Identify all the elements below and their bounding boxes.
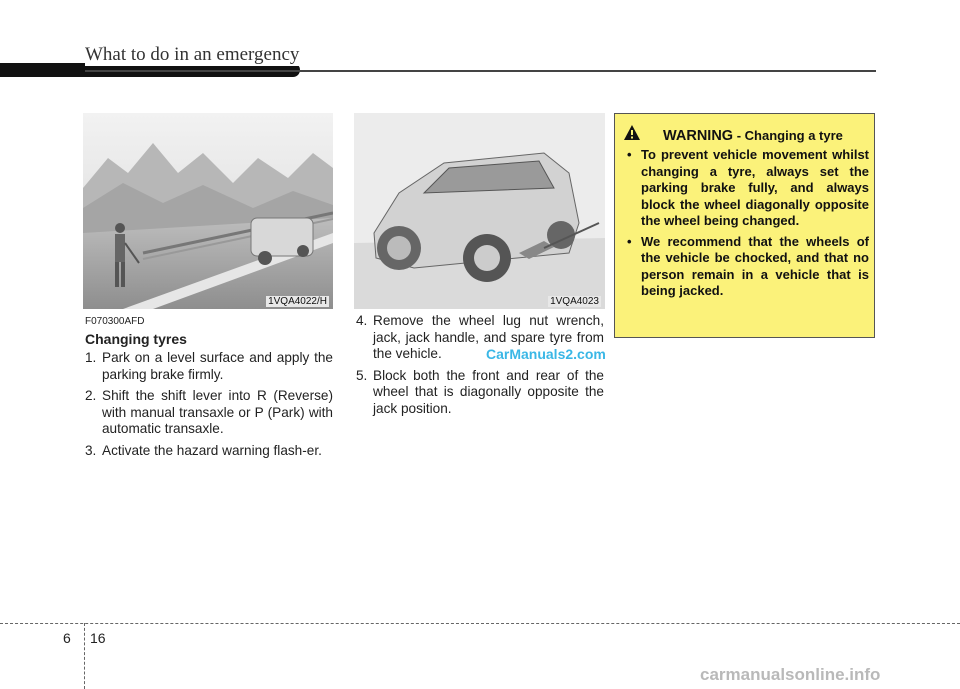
figure-car-jack <box>354 113 605 309</box>
watermark-carmanuals2: CarManuals2.com <box>486 346 606 362</box>
list-item: 5. Block both the front and rear of the wheel that is diagonally opposite the jack position. <box>356 367 604 416</box>
figure-caption-right: 1VQA4023 <box>550 296 599 307</box>
footer-divider <box>84 623 85 689</box>
header-rule <box>85 70 876 72</box>
car-jack-illustration <box>354 113 605 309</box>
page-number: 16 <box>90 630 106 646</box>
list-item: 4. Remove the wheel lug nut wrench, jack, jack handle, and spare tyre from the vehicle. <box>356 313 604 361</box>
section-ref-code: F070300AFD <box>85 316 145 327</box>
warning-list <box>625 147 869 304</box>
list-item: 3. Activate the hazard warning flash-er. <box>85 442 322 458</box>
figure-road-scene <box>83 113 333 309</box>
footer-watermark: carmanualsonline.info <box>700 665 881 684</box>
steps-list-left <box>85 350 333 464</box>
figure-caption-left: 1VQA4022/H <box>268 296 327 307</box>
steps-list-right <box>356 313 604 422</box>
list-item: 1. Park on a level surface and apply the parking brake firmly. <box>85 350 333 382</box>
list-item: 2. Shift the shift lever into R (Reverse) with manual transaxle or P (Park) with automatic transaxle. <box>85 388 333 436</box>
list-item: • We recommend that the wheels of the vehicle be chocked, and that no person remain in a vehicle that is being jacked. <box>627 233 869 298</box>
warning-box <box>614 113 875 338</box>
section-heading: Changing tyres <box>85 331 187 347</box>
footer-rule <box>0 623 960 624</box>
list-item: • To prevent vehicle movement whilst changing a tyre, always set the parking brake fully, and always block the wheel diagonally opposite the wheel being changed. <box>627 147 869 228</box>
warning-title: WARNING - Changing a tyre <box>663 128 843 144</box>
bullet-icon: • <box>627 233 632 249</box>
chapter-number: 6 <box>63 630 71 646</box>
bullet-icon: • <box>627 147 632 162</box>
road-scene-illustration <box>83 113 333 309</box>
warning-triangle-icon <box>623 124 641 141</box>
page-header-title: What to do in an emergency <box>85 44 305 66</box>
